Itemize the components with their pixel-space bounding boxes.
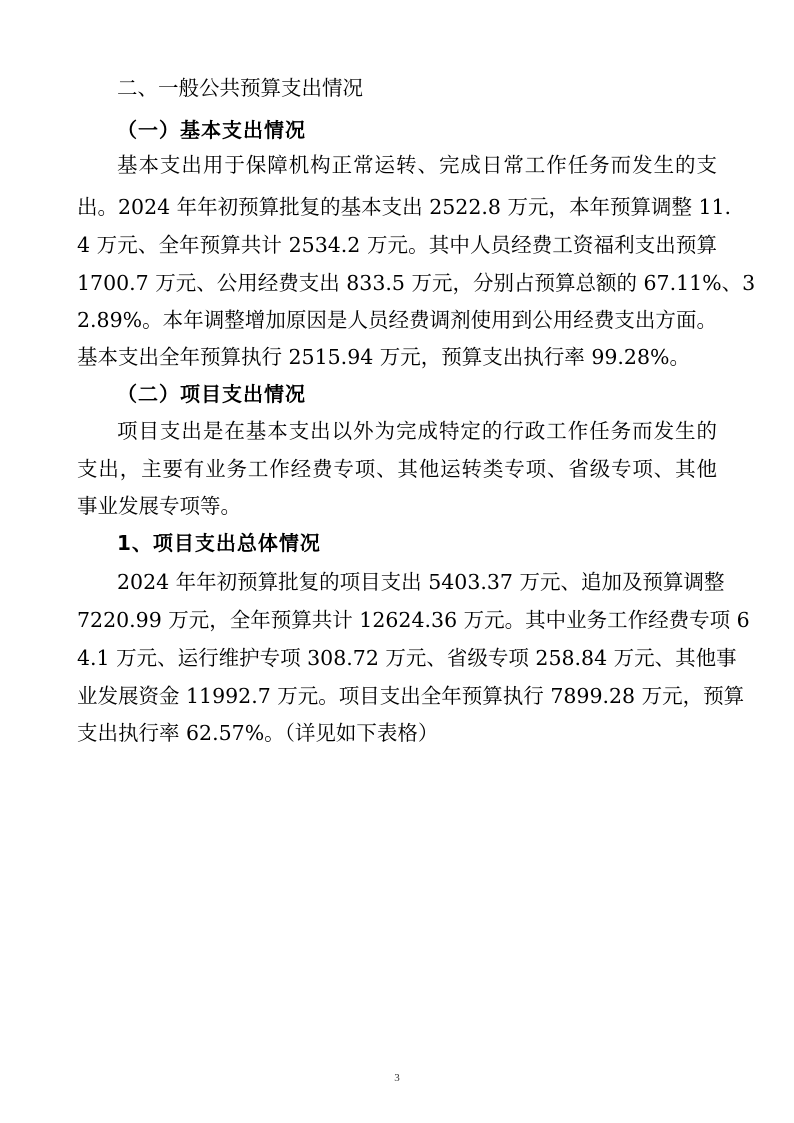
paragraph-line: 2024 年年初预算批复的项目支出 5403.37 万元、追加及预算调整	[117, 570, 725, 594]
paragraph-line: 支出执行率 62.57%。（详见如下表格）	[77, 721, 439, 745]
paragraph-line: 7220.99 万元，全年预算共计 12624.36 万元。其中业务工作经费专项 6	[77, 608, 750, 632]
paragraph-line: 事业发展专项等。	[77, 494, 241, 518]
section-title: 二、一般公共预算支出情况	[117, 76, 363, 100]
paragraph-line: 基本支出全年预算执行 2515.94 万元，预算支出执行率 99.28%。	[77, 345, 690, 369]
paragraph-line: 项目支出是在基本支出以外为完成特定的行政工作任务而发生的	[117, 419, 717, 443]
paragraph-line: 2.89%。本年调整增加原因是人员经费调剂使用到公用经费支出方面。	[77, 308, 717, 332]
page-number: 3	[394, 1072, 400, 1084]
paragraph-line: 4 万元、全年预算共计 2534.2 万元。其中人员经费工资福利支出预算	[77, 233, 717, 257]
paragraph-line: 业发展资金 11992.7 万元。项目支出全年预算执行 7899.28 万元，预算	[77, 684, 745, 708]
paragraph-line: 基本支出用于保障机构正常运转、完成日常工作任务而发生的支	[117, 153, 717, 177]
paragraph-line: 1700.7 万元、公用经费支出 833.5 万元，分别占预算总额的 67.11%、3	[77, 271, 756, 295]
item-1-title: 1、项目支出总体情况	[117, 531, 321, 555]
subsection-1-title: （一）基本支出情况	[117, 118, 306, 142]
subsection-2-title: （二）项目支出情况	[117, 382, 306, 406]
paragraph-line: 支出，主要有业务工作经费专项、其他运转类专项、省级专项、其他	[77, 457, 717, 481]
paragraph-line: 出。2024 年年初预算批复的基本支出 2522.8 万元，本年预算调整 11.	[77, 195, 732, 219]
paragraph-line: 4.1 万元、运行维护专项 308.72 万元、省级专项 258.84 万元、其他事	[77, 646, 737, 670]
